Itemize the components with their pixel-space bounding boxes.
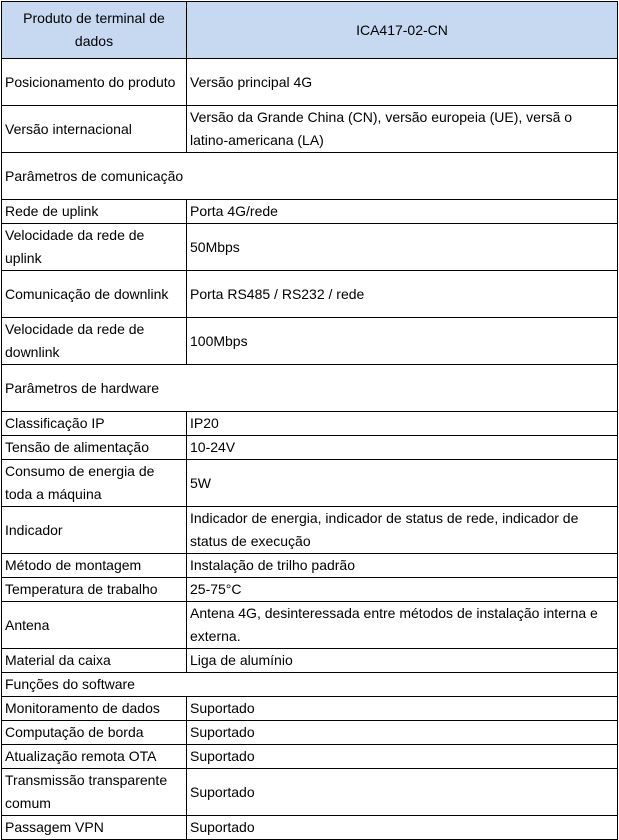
table-row xyxy=(2,59,618,106)
row-label: Velocidade da rede de downlink xyxy=(2,318,187,365)
spec-table xyxy=(1,1,618,840)
row-label: Método de montagem xyxy=(2,554,187,578)
row-value: Suportado xyxy=(187,769,618,816)
table-row xyxy=(2,578,618,602)
row-value: Porta 4G/rede xyxy=(187,200,618,224)
table-row xyxy=(2,602,618,649)
row-label: Temperatura de trabalho xyxy=(2,578,187,602)
header-label: Produto de terminal de dados xyxy=(2,2,187,59)
table-row xyxy=(2,721,618,745)
row-label: Monitoramento de dados xyxy=(2,697,187,721)
row-value: 25-75°C xyxy=(187,578,618,602)
row-label: Rede de uplink xyxy=(2,200,187,224)
section-row xyxy=(2,673,618,697)
row-value: Liga de alumínio xyxy=(187,649,618,673)
table-row xyxy=(2,271,618,318)
table-row xyxy=(2,224,618,271)
table-row xyxy=(2,697,618,721)
section-row xyxy=(2,153,618,200)
table-row xyxy=(2,649,618,673)
table-row xyxy=(2,460,618,507)
row-label: Versão internacional xyxy=(2,106,187,153)
row-label: Comunicação de downlink xyxy=(2,271,187,318)
row-value: 5W xyxy=(187,460,618,507)
row-value: 100Mbps xyxy=(187,318,618,365)
table-row xyxy=(2,106,618,153)
row-label: Atualização remota OTA xyxy=(2,745,187,769)
header-value: ICA417-02-CN xyxy=(187,2,618,59)
row-label: Material da caixa xyxy=(2,649,187,673)
row-label: Antena xyxy=(2,602,187,649)
table-row xyxy=(2,318,618,365)
row-label: Tensão de alimentação xyxy=(2,436,187,460)
row-value: Instalação de trilho padrão xyxy=(187,554,618,578)
spec-table-body xyxy=(2,2,618,840)
table-row xyxy=(2,436,618,460)
row-label: Transmissão transparente comum xyxy=(2,769,187,816)
row-label: Indicador xyxy=(2,507,187,554)
table-row xyxy=(2,412,618,436)
table-row xyxy=(2,507,618,554)
row-label: Computação de borda xyxy=(2,721,187,745)
section-heading: Parâmetros de hardware xyxy=(2,365,618,412)
row-label: Passagem VPN xyxy=(2,816,187,840)
row-value: Versão da Grande China (CN), versão europeia (UE), versã o latino-americana (LA) xyxy=(187,106,618,153)
section-row xyxy=(2,365,618,412)
row-value: Suportado xyxy=(187,816,618,840)
table-row xyxy=(2,769,618,816)
row-label: Consumo de energia de toda a máquina xyxy=(2,460,187,507)
row-value: Suportado xyxy=(187,697,618,721)
row-value: Versão principal 4G xyxy=(187,59,618,106)
table-row xyxy=(2,816,618,840)
section-heading: Parâmetros de comunicação xyxy=(2,153,618,200)
row-value: Suportado xyxy=(187,721,618,745)
section-heading: Funções do software xyxy=(2,673,618,697)
row-value: Porta RS485 / RS232 / rede xyxy=(187,271,618,318)
row-value: Antena 4G, desinteressada entre métodos de instalação interna e externa. xyxy=(187,602,618,649)
row-value: Suportado xyxy=(187,745,618,769)
row-label: Posicionamento do produto xyxy=(2,59,187,106)
table-row xyxy=(2,745,618,769)
row-label: Classificação IP xyxy=(2,412,187,436)
row-value: 10-24V xyxy=(187,436,618,460)
table-row xyxy=(2,554,618,578)
table-row xyxy=(2,200,618,224)
row-value: Indicador de energia, indicador de status de rede, indicador de status de execução xyxy=(187,507,618,554)
table-header-row xyxy=(2,2,618,59)
row-value: 50Mbps xyxy=(187,224,618,271)
row-label: Velocidade da rede de uplink xyxy=(2,224,187,271)
row-value: IP20 xyxy=(187,412,618,436)
